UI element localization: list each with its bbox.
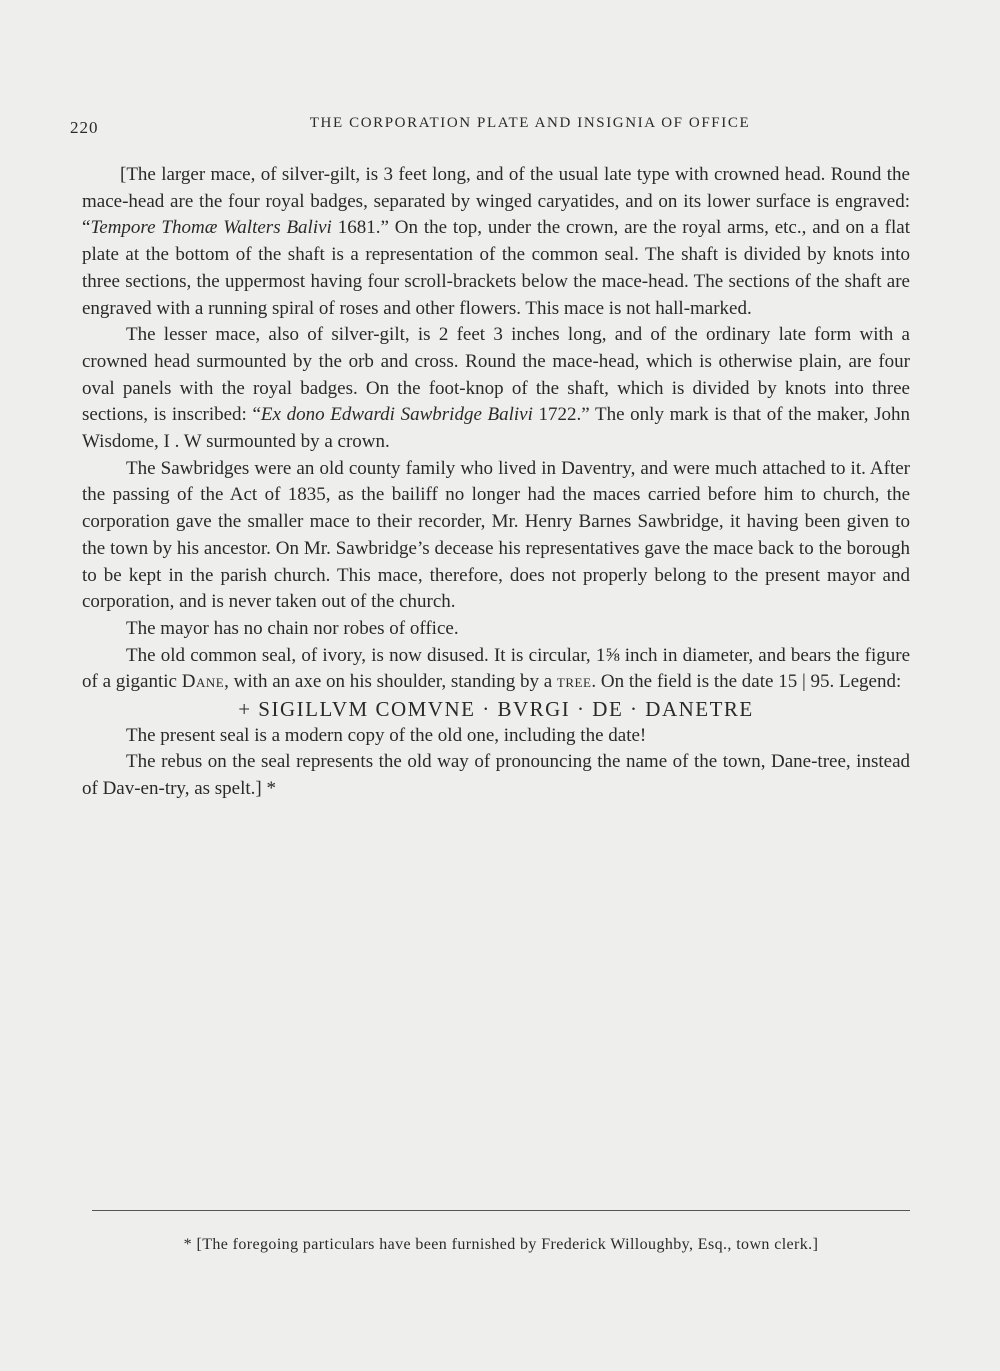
text-span: [The larger mace, of silver-gilt, is 3 feet long, and of the usual late type with crowned head. Round the mace-head are the four royal badges, separated by winged caryatides, and on its lower surface is engraved: “ bbox=[82, 164, 910, 239]
paragraph-lesser-mace bbox=[82, 322, 910, 456]
small-caps-word: tree bbox=[556, 671, 592, 693]
paragraph-present-seal: The present seal is a modern copy of the old one, including the date! bbox=[126, 724, 647, 746]
running-head: THE CORPORATION PLATE AND INSIGNIA OF OFFICE bbox=[309, 115, 751, 131]
text-span: 1722.” The only mark is that of the maker, John Wisdome, I . W surmounted by a crown. bbox=[82, 404, 910, 453]
italic-inscription: Tempore Thomæ Walters Balivi bbox=[90, 217, 332, 239]
seal-legend: + SIGILLVM COMVNE · BVRGI · DE · DANETRE bbox=[238, 697, 754, 722]
footnote-rule bbox=[92, 1210, 910, 1211]
text-span: . On the field is the date 15 | 95. Legend: bbox=[591, 671, 902, 693]
text-span: The old common seal, of ivory, is now disused. It is circular, 1⅝ inch in diameter, and bears the figure of a gigantic bbox=[82, 644, 910, 693]
paragraph-larger-mace bbox=[82, 162, 910, 322]
paragraph-rebus: The rebus on the seal represents the old way of pronouncing the name of the town, Dane-tree, instead of Dav-en-try, as spelt.] * bbox=[82, 751, 910, 800]
paragraph-sawbridges: The Sawbridges were an old county family who lived in Daventry, and were much attached to it. After the passing of the Act of 1835, as the bailiff no longer had the maces carried before him to church, the corporation gave the smaller mace to their recorder, Mr. Henry Barnes Sawbridge, it having been given to the town by his ancestor. On Mr. Sawbridge’s decease his representatives gave the mace back to the borough to be kept in the parish church. This mace, therefore, does not properly belong to the present mayor and corporation, and is never taken out of the church. bbox=[82, 457, 910, 613]
text-span: , with an axe on his shoulder, standing by a bbox=[224, 671, 557, 693]
page-number: 220 bbox=[70, 118, 99, 137]
italic-inscription: Ex dono Edwardi Sawbridge Balivi bbox=[260, 404, 533, 426]
small-caps-word: Dane bbox=[181, 671, 225, 693]
text-span: The lesser mace, also of silver-gilt, is 2 feet 3 inches long, and of the ordinary late form with a crowned head surmounted by the orb and cross. Round the mace-head, which is otherwise plain, are four oval panels with the royal badges. On the foot-knop of the shaft, which is divided by knots into three sections, is inscribed: “ bbox=[82, 324, 910, 426]
main-text bbox=[82, 162, 910, 803]
text-span: 1681.” On the top, under the crown, are the royal arms, etc., and on a flat plate at the bottom of the shaft is a representation of the common seal. The shaft is divided by knots into three sections, the uppermost having four scroll-brackets below the mace-head. The sections of the shaft are engraved with a running spiral of roses and other flowers. This mace is not hall-marked. bbox=[82, 217, 910, 319]
paragraph-mayor: The mayor has no chain nor robes of office. bbox=[126, 617, 459, 639]
paragraph-common-seal bbox=[82, 643, 910, 696]
footnote: * [The foregoing particulars have been furnished by Frederick Willoughby, Esq., town clerk.] bbox=[183, 1236, 819, 1253]
